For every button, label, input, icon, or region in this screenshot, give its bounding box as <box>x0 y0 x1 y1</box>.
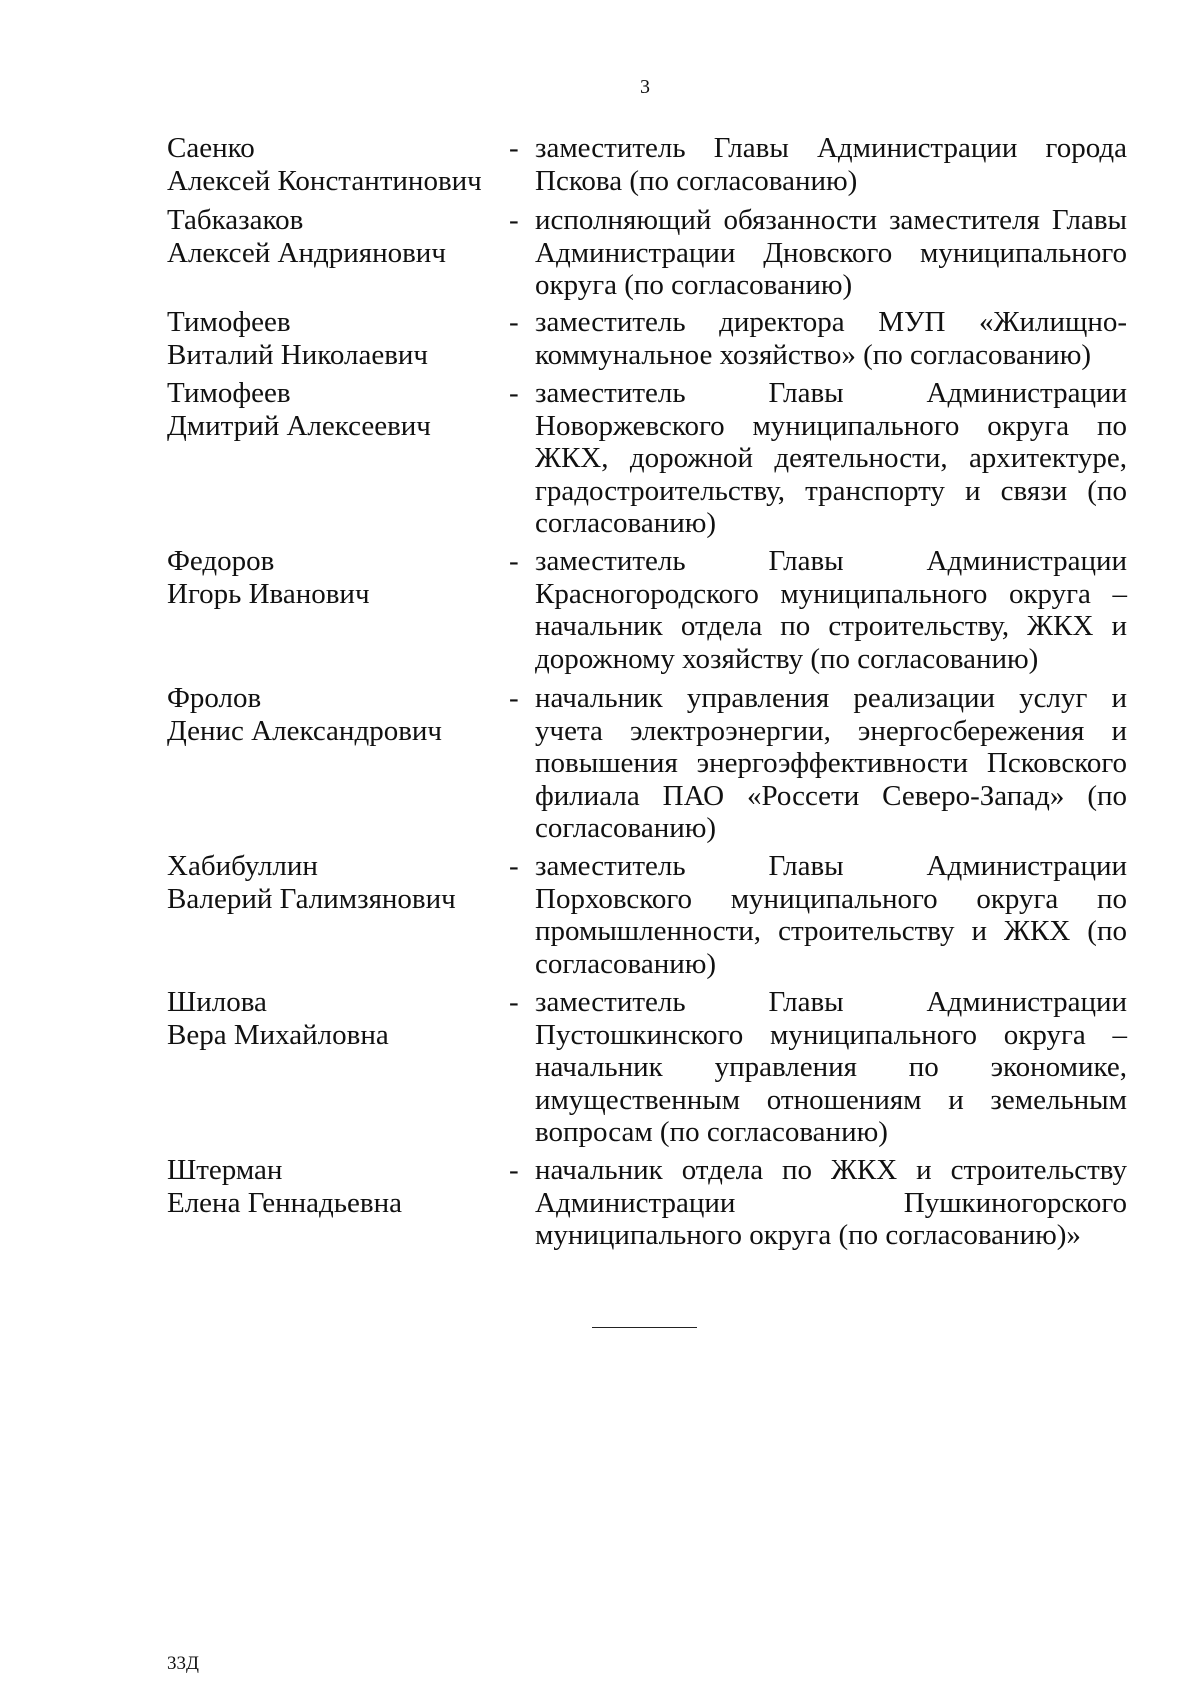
person-name <box>167 377 507 442</box>
separator-dash: - <box>509 204 519 236</box>
person-surname: Хабибуллин <box>167 850 318 882</box>
person-given-names: Елена Геннадьевна <box>167 1186 402 1219</box>
person-given-names: Вера Михайловна <box>167 1018 389 1051</box>
separator-dash: - <box>509 132 519 164</box>
separator-dash: - <box>509 850 519 882</box>
person-surname: Тимофеев <box>167 377 291 409</box>
person-name <box>167 986 507 1051</box>
person-surname: Шилова <box>167 986 267 1018</box>
person-position: заместитель Главы Администрации Порховского муниципального округа по промышленности, строительству и ЖКХ (по согласованию) <box>535 850 1127 980</box>
person-surname: Тимофеев <box>167 306 291 338</box>
person-name <box>167 1154 507 1219</box>
separator-dash: - <box>509 682 519 714</box>
person-position: заместитель Главы Администрации Новоржевского муниципального округа по ЖКХ, дорожной деятельности, архитектуре, градостроительству, транспорту и связи (по согласованию) <box>535 377 1127 539</box>
person-surname: Федоров <box>167 545 275 577</box>
person-given-names: Денис Александрович <box>167 714 442 747</box>
person-position: заместитель Главы Администрации Пустошкинского муниципального округа – начальник управления по экономике, имущественным отношениям и земельным вопросам (по согласованию) <box>535 986 1127 1148</box>
person-given-names: Игорь Иванович <box>167 577 370 610</box>
person-given-names: Валерий Галимзянович <box>167 882 456 915</box>
separator-dash: - <box>509 377 519 409</box>
person-position: начальник управления реализации услуг и учета электроэнергии, энергосбережения и повышения энергоэффективности Псковского филиала ПАО «Россети Северо-Запад» (по согласованию) <box>535 682 1127 844</box>
person-name <box>167 545 507 610</box>
person-name <box>167 306 507 371</box>
person-surname: Штерман <box>167 1154 283 1186</box>
person-given-names: Виталий Николаевич <box>167 338 428 371</box>
person-given-names: Алексей Андриянович <box>167 236 446 269</box>
page-number: 3 <box>640 76 650 98</box>
person-surname: Табказаков <box>167 204 304 236</box>
person-given-names: Алексей Константинович <box>167 164 482 197</box>
footer-code: 33Д <box>167 1653 199 1674</box>
separator-dash: - <box>509 306 519 338</box>
person-position: заместитель Главы Администрации Красногородского муниципального округа – начальник отдела по строительству, ЖКХ и дорожному хозяйству (по согласованию) <box>535 545 1127 675</box>
person-position: заместитель директора МУП «Жилищно-коммунальное хозяйство» (по согласованию) <box>535 306 1127 371</box>
person-name <box>167 204 507 269</box>
person-given-names: Дмитрий Алексеевич <box>167 409 431 442</box>
separator-dash: - <box>509 986 519 1018</box>
person-surname: Саенко <box>167 132 255 164</box>
end-divider-line <box>592 1327 697 1328</box>
person-surname: Фролов <box>167 682 262 714</box>
person-position: заместитель Главы Администрации города Пскова (по согласованию) <box>535 132 1127 197</box>
person-name <box>167 132 507 197</box>
separator-dash: - <box>509 545 519 577</box>
person-position: начальник отдела по ЖКХ и строительству Администрации Пушкиногорского муниципального округа (по согласованию)» <box>535 1154 1127 1251</box>
separator-dash: - <box>509 1154 519 1186</box>
person-name <box>167 850 507 915</box>
person-position: исполняющий обязанности заместителя Главы Администрации Дновского муниципального округа (по согласованию) <box>535 204 1127 301</box>
person-name <box>167 682 507 747</box>
